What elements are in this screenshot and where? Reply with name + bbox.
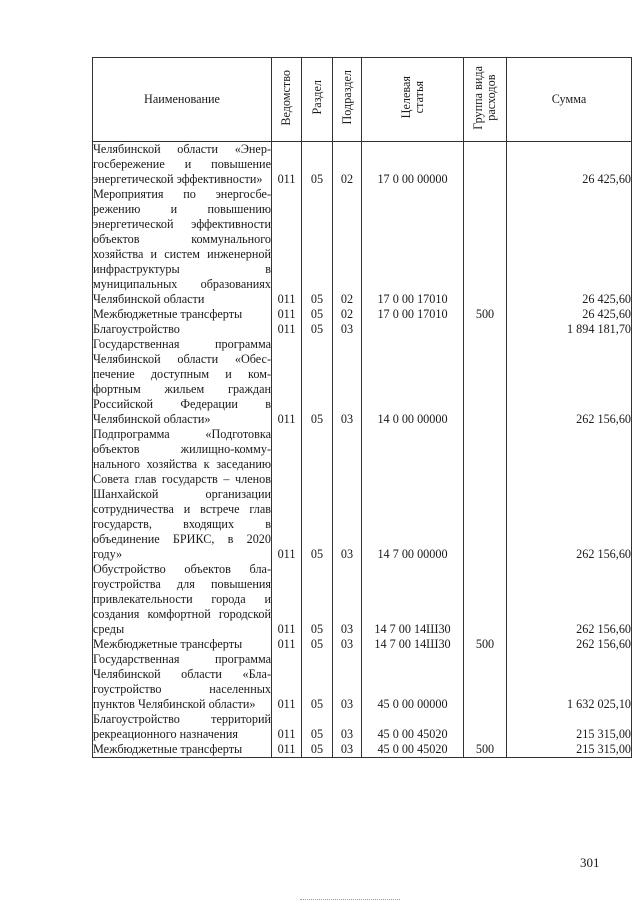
row-name: Межбюджетные трансферты — [93, 742, 272, 758]
header-expense-group: Группа вида расходов — [464, 58, 507, 142]
table-row — [93, 142, 632, 188]
table-row — [93, 637, 632, 652]
row-target-item: 17 0 00 00000 — [362, 142, 464, 188]
row-dept: 011 — [272, 187, 302, 307]
budget-table — [92, 57, 632, 758]
header-sum: Сумма — [507, 58, 632, 142]
row-sum: 26 425,60 — [507, 307, 632, 322]
row-subsection: 02 — [333, 307, 362, 322]
row-sum: 262 156,60 — [507, 337, 632, 427]
row-section: 05 — [302, 562, 333, 637]
row-name: Благоустройство — [93, 322, 272, 337]
row-target-item: 14 7 00 00000 — [362, 427, 464, 562]
row-target-item: 45 0 00 00000 — [362, 652, 464, 712]
table-row — [93, 307, 632, 322]
row-subsection: 03 — [333, 337, 362, 427]
row-name: Межбюджетные трансферты — [93, 307, 272, 322]
row-expense-group — [464, 652, 507, 712]
row-section: 05 — [302, 427, 333, 562]
row-subsection: 03 — [333, 742, 362, 758]
row-target-item: 17 0 00 17010 — [362, 187, 464, 307]
row-expense-group — [464, 562, 507, 637]
table-header-row — [93, 58, 632, 142]
table-row — [93, 322, 632, 337]
row-expense-group: 500 — [464, 637, 507, 652]
row-name: Подпрограмма «Подготовка объектов жилищно-коммунального хозяйства к заседанию Совета глав государств – членов Шанхайской организации сотрудничества и встрече глав государств, входящих в объединение БРИКС, в 2020 году» — [93, 427, 271, 561]
row-section: 05 — [302, 742, 333, 758]
row-dept: 011 — [272, 322, 302, 337]
row-dept: 011 — [272, 427, 302, 562]
row-expense-group: 500 — [464, 742, 507, 758]
row-target-item: 45 0 00 45020 — [362, 712, 464, 742]
row-section: 05 — [302, 712, 333, 742]
row-dept: 011 — [272, 742, 302, 758]
row-dept: 011 — [272, 562, 302, 637]
table-row — [93, 742, 632, 758]
row-subsection: 03 — [333, 322, 362, 337]
row-section: 05 — [302, 142, 333, 188]
row-sum: 26 425,60 — [507, 187, 632, 307]
row-sum: 1 894 181,70 — [507, 322, 632, 337]
row-subsection: 03 — [333, 652, 362, 712]
row-target-item: 14 7 00 14Ш30 — [362, 562, 464, 637]
header-dept: Ведомство — [272, 58, 302, 142]
row-target-item: 17 0 00 17010 — [362, 307, 464, 322]
table-row — [93, 652, 632, 712]
row-subsection: 02 — [333, 187, 362, 307]
row-subsection: 03 — [333, 712, 362, 742]
row-dept: 011 — [272, 337, 302, 427]
row-sum: 215 315,00 — [507, 712, 632, 742]
page-number: 301 — [580, 855, 600, 870]
row-expense-group — [464, 712, 507, 742]
row-subsection: 03 — [333, 427, 362, 562]
header-subsection: Подраздел — [333, 58, 362, 142]
table-row — [93, 337, 632, 427]
row-name: Благоустройство территорий рекреационного назначения — [93, 712, 271, 741]
table-row — [93, 427, 632, 562]
row-name: Государственная программа Челябинской области «Обеспечение доступным и комфортным жильем граждан Российской Федерации в Челябинской области» — [93, 337, 271, 426]
row-expense-group — [464, 322, 507, 337]
row-expense-group: 500 — [464, 307, 507, 322]
row-subsection: 03 — [333, 637, 362, 652]
row-sum: 215 315,00 — [507, 742, 632, 758]
row-section: 05 — [302, 637, 333, 652]
header-section: Раздел — [302, 58, 333, 142]
row-subsection: 03 — [333, 562, 362, 637]
row-dept: 011 — [272, 712, 302, 742]
table-row — [93, 187, 632, 307]
row-name: Челябинской области «Энергосбережение и повышение энергетической эффективности» — [93, 142, 271, 186]
row-target-item: 14 7 00 14Ш30 — [362, 637, 464, 652]
row-name: Мероприятия по энергосбережению и повышению энергетической эффективности объектов коммунального хозяйства и систем инженерной инфраструктуры в муниципальных образованиях Челябинской области — [93, 187, 271, 306]
header-name: Наименование — [93, 58, 272, 142]
row-section: 05 — [302, 337, 333, 427]
row-section: 05 — [302, 307, 333, 322]
row-name: Межбюджетные трансферты — [93, 637, 272, 652]
row-sum: 1 632 025,10 — [507, 652, 632, 712]
row-subsection: 02 — [333, 142, 362, 188]
row-section: 05 — [302, 187, 333, 307]
row-section: 05 — [302, 652, 333, 712]
row-dept: 011 — [272, 142, 302, 188]
row-sum: 262 156,60 — [507, 562, 632, 637]
row-name: Государственная программа Челябинской области «Благоустройство населенных пунктов Челябинской области» — [93, 652, 271, 711]
row-target-item: 45 0 00 45020 — [362, 742, 464, 758]
row-sum: 26 425,60 — [507, 142, 632, 188]
row-expense-group — [464, 187, 507, 307]
table-row — [93, 712, 632, 742]
row-sum: 262 156,60 — [507, 427, 632, 562]
header-target-item: Целевая статья — [362, 58, 464, 142]
table-row — [93, 562, 632, 637]
row-dept: 011 — [272, 637, 302, 652]
row-dept: 011 — [272, 652, 302, 712]
row-expense-group — [464, 337, 507, 427]
row-expense-group — [464, 142, 507, 188]
row-expense-group — [464, 427, 507, 562]
row-target-item — [362, 322, 464, 337]
row-sum: 262 156,60 — [507, 637, 632, 652]
row-section: 05 — [302, 322, 333, 337]
bottom-rule — [300, 899, 400, 900]
row-target-item: 14 0 00 00000 — [362, 337, 464, 427]
row-dept: 011 — [272, 307, 302, 322]
row-name: Обустройство объектов благоустройства для повышения привлекательности города и создания комфортной городской среды — [93, 562, 271, 636]
